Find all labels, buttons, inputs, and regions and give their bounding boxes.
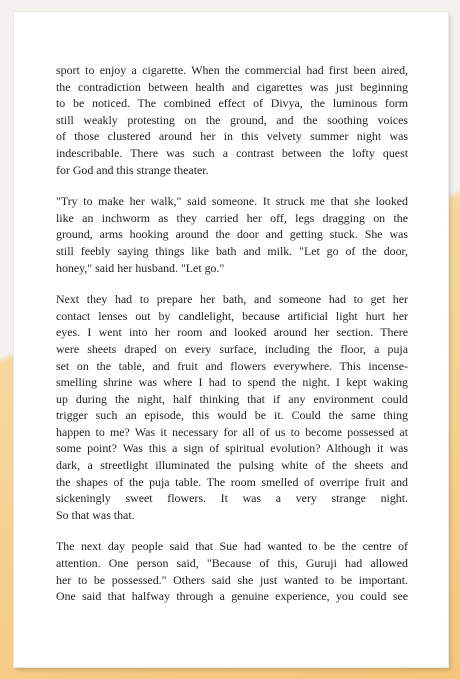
- text-line: of those clustered around her in this velvety summer night was: [56, 129, 408, 144]
- text-line: honey," said her husband. "Let go.": [56, 260, 225, 275]
- text-line: eyes. I went into her room and looked around her section. There: [56, 325, 408, 340]
- text-line: So that was that.: [56, 507, 135, 522]
- paragraph: [56, 62, 408, 178]
- text-line: The next day people said that Sue had wanted to be the centre of: [56, 539, 408, 554]
- text-line: attention. One person said, "Because of this, Guruji had allowed: [56, 556, 408, 571]
- text-line: were sheets draped on every surface, including the floor, a puja: [56, 341, 408, 356]
- paragraph: [56, 193, 408, 276]
- text-line: dark, a streetlight illuminated the pulsing white of the sheets and: [56, 458, 408, 473]
- text-line: sport to enjoy a cigarette. When the commercial had first been aired,: [56, 63, 408, 77]
- text-line: trigger such an episode, this would be it. Could the same thing: [56, 408, 408, 423]
- text-line: some point? Was this a sign of spiritual evolution? Although it was: [56, 441, 408, 456]
- text-line: smelling shrine was where I had to spend the night. I kept waking: [56, 375, 408, 390]
- body-text: [56, 62, 408, 605]
- text-line: indescribable. There was such a contrast between the lofty quest: [56, 145, 408, 160]
- paragraph: [56, 538, 408, 604]
- text-line: up during the night, half thinking that if any environment could: [56, 391, 408, 406]
- text-line: still feebly saying things like bath and milk. "Let go of the door,: [56, 243, 408, 258]
- text-line: One said that halfway through a genuine experience, you could see: [56, 589, 408, 604]
- text-line: contact lenses out by candlelight, because artificial light hurt her: [56, 308, 408, 323]
- text-line: ground, arms hooking around the door and getting stuck. She was: [56, 227, 408, 242]
- book-page[interactable]: [14, 12, 448, 667]
- text-line: like an inchworm as they carried her off, legs dragging on the: [56, 210, 408, 225]
- text-line: set on the table, and fruit and flowers everywhere. This incense-: [56, 358, 408, 373]
- text-line: sickeningly sweet flowers. It was a very strange night.: [56, 491, 408, 506]
- text-line: happen to me? Was it necessary for all of us to become possessed at: [56, 424, 408, 439]
- text-line: the contradiction between health and cigarettes was just beginning: [56, 79, 408, 94]
- text-line: to be noticed. The combined effect of Divya, the luminous form: [56, 96, 408, 111]
- text-line: her to be possessed." Others said she just wanted to be important.: [56, 572, 408, 587]
- text-line: the shapes of the puja table. The room smelled of overripe fruit and: [56, 474, 408, 489]
- text-line: Next they had to prepare her bath, and someone had to get her: [56, 292, 408, 307]
- text-line: still weakly protesting on the ground, and the soothing voices: [56, 112, 408, 127]
- text-line: for God and this strange theater.: [56, 162, 209, 177]
- text-line: "Try to make her walk," said someone. It struck me that she looked: [56, 194, 408, 209]
- paragraph: [56, 291, 408, 523]
